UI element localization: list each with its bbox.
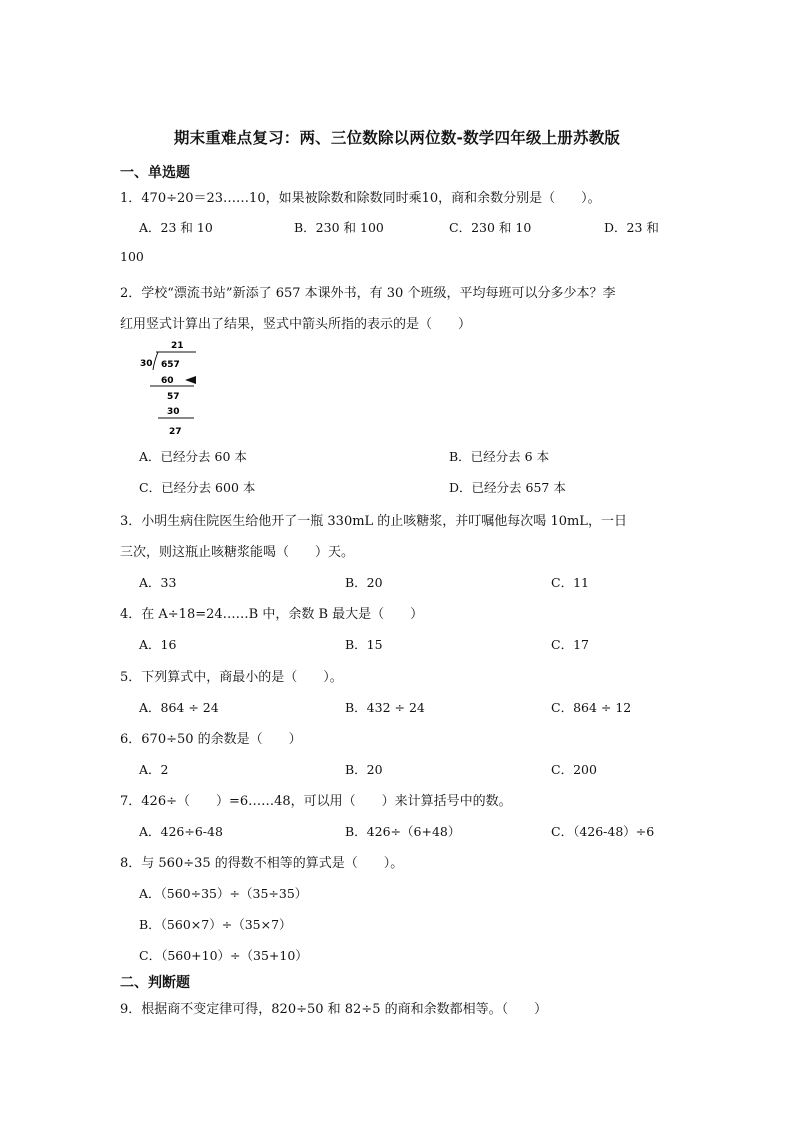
question-3-option-c: C．11 xyxy=(551,575,589,590)
question-5-option-b: B．432 ÷ 24 xyxy=(345,700,425,715)
page-title: 期末重难点复习：两、三位数除以两位数-数学四年级上册苏教版 xyxy=(173,129,621,147)
division-step-30: 30 xyxy=(167,407,180,417)
question-1-option-b: B．230 和 100 xyxy=(294,220,384,235)
question-1-option-c: C．230 和 10 xyxy=(449,220,532,235)
question-2-option-c: C．已经分去 600 本 xyxy=(139,480,256,495)
question-5-option-c: C．864 ÷ 12 xyxy=(551,700,632,715)
question-4-option-a: A．16 xyxy=(139,637,177,652)
question-3-stem-line-2: 三次，则这瓶止咳糖浆能喝（ ）天。 xyxy=(120,545,355,560)
long-division-figure xyxy=(138,338,208,438)
question-2-stem-line-1: 2．学校“漂流书站”新添了 657 本课外书，有 30 个班级，平均每班可以分多少本？李 xyxy=(120,286,616,301)
arrow-pointer-icon xyxy=(185,376,196,384)
question-3-stem-line-1: 3．小明生病住院医生给他开了一瓶 330mL 的止咳糖浆，并叮嘱他每次喝 10mL，一日 xyxy=(120,514,627,529)
question-6-option-c: C．200 xyxy=(551,762,597,777)
question-3-option-a: A．33 xyxy=(139,575,177,590)
division-remainder: 27 xyxy=(169,427,182,437)
question-1-stem: 1．470÷20＝23……10，如果被除数和除数同时乘10，商和余数分别是（ ）。 xyxy=(120,191,601,206)
question-7-option-a: A．426÷6-48 xyxy=(139,824,223,839)
question-2-stem-line-2: 红用竖式计算出了结果，竖式中箭头所指的表示的是（ ） xyxy=(120,317,472,332)
question-8-option-a: A．（560÷35）÷（35÷35） xyxy=(139,886,308,901)
division-divisor: 30 xyxy=(140,359,153,369)
question-7-option-b: B．426÷（6+48） xyxy=(345,824,461,839)
question-1-option-d-continued: 100 xyxy=(120,249,144,264)
question-3-option-b: B．20 xyxy=(345,575,383,590)
question-8-option-c: C．（560+10）÷（35+10） xyxy=(139,948,308,963)
section-heading-single-choice: 一、单选题 xyxy=(120,165,190,181)
question-1-option-d: D．23 和 xyxy=(604,220,659,235)
division-step-60: 60 xyxy=(161,376,174,386)
division-bracket xyxy=(153,352,158,370)
question-2-option-d: D．已经分去 657 本 xyxy=(449,480,566,495)
question-9-stem: 9．根据商不变定律可得，820÷50 和 82÷5 的商和余数都相等。（ ） xyxy=(120,1002,548,1017)
question-6-option-b: B．20 xyxy=(345,762,383,777)
question-4-stem: 4．在 A÷18=24……B 中，余数 B 最大是（ ） xyxy=(120,607,424,622)
question-5-option-a: A．864 ÷ 24 xyxy=(139,700,219,715)
division-quotient: 21 xyxy=(171,341,184,351)
question-8-stem: 8．与 560÷35 的得数不相等的算式是（ ）。 xyxy=(120,856,404,871)
division-step-57: 57 xyxy=(167,392,180,402)
question-7-option-c: C．（426-48）÷6 xyxy=(551,824,655,839)
question-2-option-b: B．已经分去 6 本 xyxy=(449,449,550,464)
division-dividend: 657 xyxy=(161,360,180,370)
question-6-option-a: A．2 xyxy=(139,762,169,777)
question-4-option-b: B．15 xyxy=(345,637,383,652)
question-6-stem: 6．670÷50 的余数是（ ） xyxy=(120,732,302,747)
section-heading-true-false: 二、判断题 xyxy=(120,975,190,991)
question-2-option-a: A．已经分去 60 本 xyxy=(139,449,247,464)
question-5-stem: 5．下列算式中，商最小的是（ ）。 xyxy=(120,670,343,685)
question-1-option-a: A．23 和 10 xyxy=(139,220,213,235)
question-4-option-c: C．17 xyxy=(551,637,589,652)
question-8-option-b: B．（560×7）÷（35×7） xyxy=(139,917,292,932)
question-7-stem: 7．426÷（ ）=6……48，可以用（ ）来计算括号中的数。 xyxy=(120,794,512,809)
